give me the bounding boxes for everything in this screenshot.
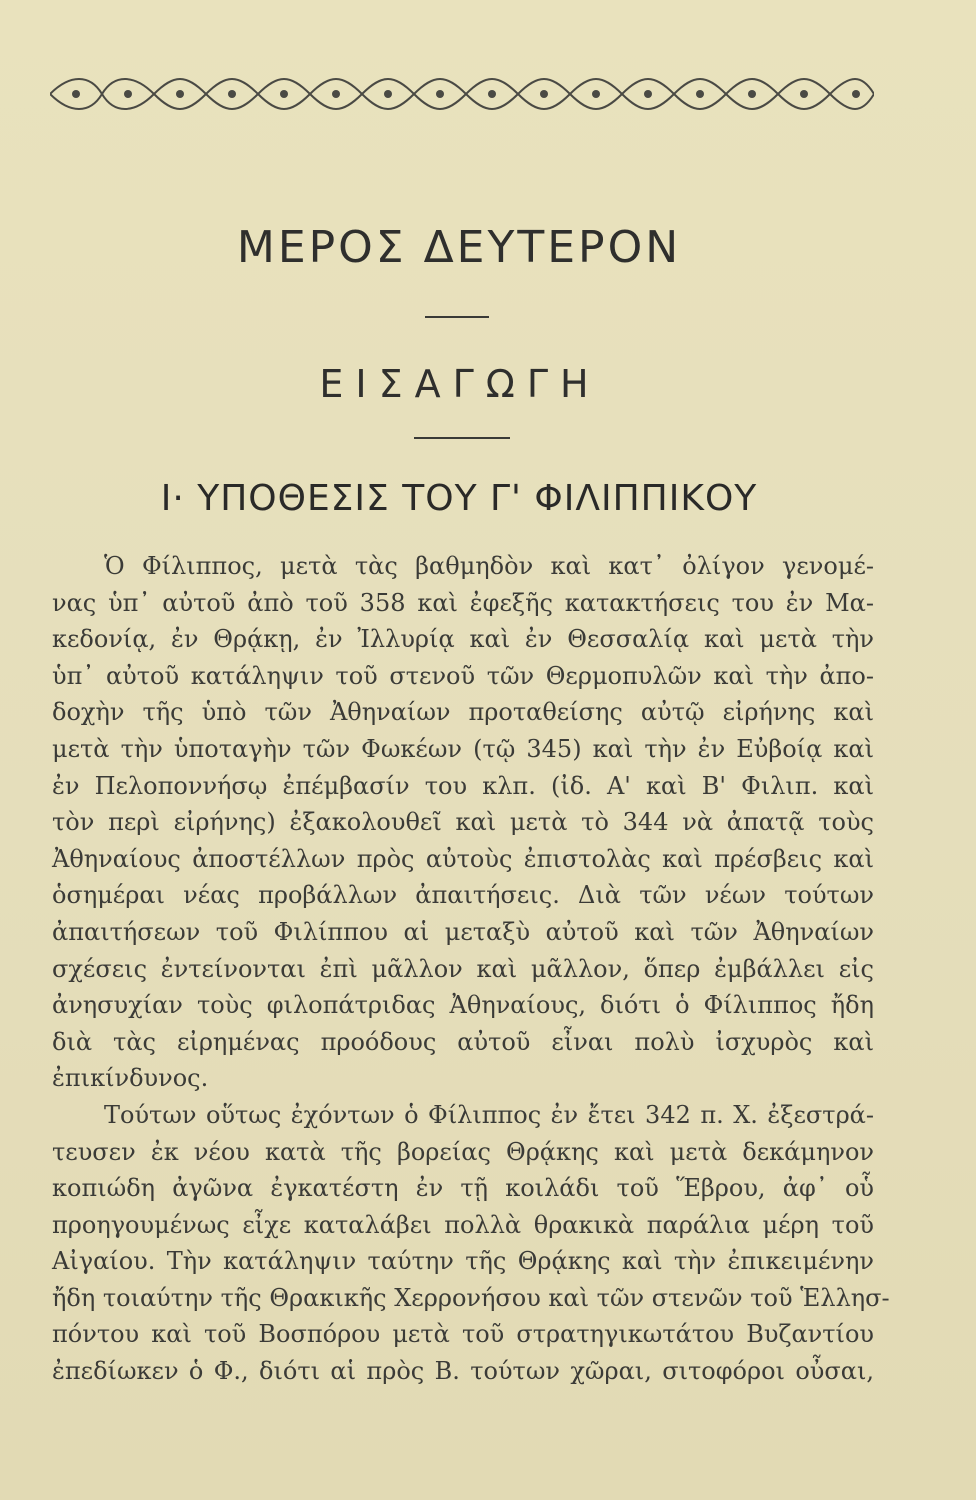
text-line: διὰ τὰς εἰρημένας προόδους αὐτοῦ εἶναι πολὺ ἰσχυρὸς καὶ xyxy=(52,1027,874,1056)
text-line: νας ὑπ᾽ αὐτοῦ ἀπὸ τοῦ 358 καὶ ἐφεξῆς κατακτήσεις του ἐν Μα- xyxy=(52,588,874,617)
text-line: δοχὴν τῆς ὑπὸ τῶν Ἀθηναίων προταθείσης αὐτῷ εἰρήνης καὶ xyxy=(52,698,874,727)
text-line: Ἀθηναίους ἀποστέλλων πρὸς αὐτοὺς ἐπιστολὰς καὶ πρέσβεις καὶ xyxy=(52,844,874,873)
text-line: ἀπαιτήσεων τοῦ Φιλίππου αἱ μεταξὺ αὐτοῦ καὶ τῶν Ἀθηναίων xyxy=(52,917,874,946)
text-line: μετὰ τὴν ὑποταγὴν τῶν Φωκέων (τῷ 345) καὶ τὴν ἐν Εὐβοίᾳ καὶ xyxy=(52,734,874,763)
text-line: κοπιώδη ἀγῶνα ἐγκατέστη ἐν τῇ κοιλάδι τοῦ Ἕβρου, ἀφ᾽ οὗ xyxy=(52,1174,874,1203)
text-line: ὑπ᾽ αὐτοῦ κατάληψιν τοῦ στενοῦ τῶν Θερμοπυλῶν καὶ τὴν ἀπο- xyxy=(52,661,874,690)
text-line: τευσεν ἐκ νέου κατὰ τῆς βορείας Θρᾴκης καὶ μετὰ δεκάμηνον xyxy=(52,1137,874,1166)
text-line: σχέσεις ἐντείνονται ἐπὶ μᾶλλον καὶ μᾶλλον, ὅπερ ἐμβάλλει εἰς xyxy=(52,954,874,983)
body-text xyxy=(52,548,890,1390)
chapter-title: Ι· ΥΠΟΘΕΣΙΣ ΤΟΥ Γ' ΦΙΛΙΠΠΙΚΟΥ xyxy=(160,478,758,519)
text-line: ἤδη τοιαύτην τῆς Θρακικῆς Χερρονήσου καὶ τῶν στενῶν τοῦ Ἑλλησ- xyxy=(52,1283,890,1312)
decorative-border-ornament xyxy=(50,72,874,116)
text-line: ἐπεδίωκεν ὁ Φ., διότι αἱ πρὸς Β. τούτων χῶραι, σιτοφόροι οὖσαι, xyxy=(52,1357,874,1386)
text-line: τὸν περὶ εἰρήνης) ἐξακολουθεῖ καὶ μετὰ τὸ 344 νὰ ἀπατᾷ τοὺς xyxy=(52,808,874,837)
text-line: πόντου καὶ τοῦ Βοσπόρου μετὰ τοῦ στρατηγικωτάτου Βυζαντίου xyxy=(52,1320,874,1349)
text-line: ἀνησυχίαν τοὺς φιλοπάτριδας Ἀθηναίους, διότι ὁ Φίλιππος ἤδη xyxy=(52,991,874,1020)
text-line: Τούτων οὕτως ἐχόντων ὁ Φίλιππος ἐν ἔτει 342 π. Χ. ἐξεστρά- xyxy=(104,1100,874,1129)
text-line: ἐν Πελοποννήσῳ ἐπέμβασίν του κλπ. (ἰδ. Α' καὶ Β' Φιλιπ. καὶ xyxy=(52,771,874,800)
text-line: κεδονίᾳ, ἐν Θρᾴκῃ, ἐν Ἰλλυρίᾳ καὶ ἐν Θεσσαλίᾳ καὶ μετὰ τὴν xyxy=(52,625,874,654)
section-title: ΕΙΣΑΓΩΓΗ xyxy=(319,362,601,406)
text-line: ἐπικίνδυνος. xyxy=(52,1064,209,1093)
text-line: Ὁ Φίλιππος, μετὰ τὰς βαθμηδὸν καὶ κατ᾽ ὀλίγον γενομέ- xyxy=(104,552,874,580)
text-line: προηγουμένως εἶχε καταλάβει πολλὰ θρακικὰ παράλια μέρη τοῦ xyxy=(52,1210,874,1239)
part-title: ΜΕΡΟΣ ΔΕΥΤΕΡΟΝ xyxy=(236,222,682,273)
text-line: ὁσημέραι νέας προβάλλων ἀπαιτήσεις. Διὰ τῶν νέων τούτων xyxy=(52,881,874,910)
divider-rule xyxy=(425,316,489,318)
divider-rule xyxy=(414,437,510,439)
text-line: Αἰγαίου. Τὴν κατάληψιν ταύτην τῆς Θρᾴκης καὶ τὴν ἐπικειμένην xyxy=(52,1247,874,1276)
